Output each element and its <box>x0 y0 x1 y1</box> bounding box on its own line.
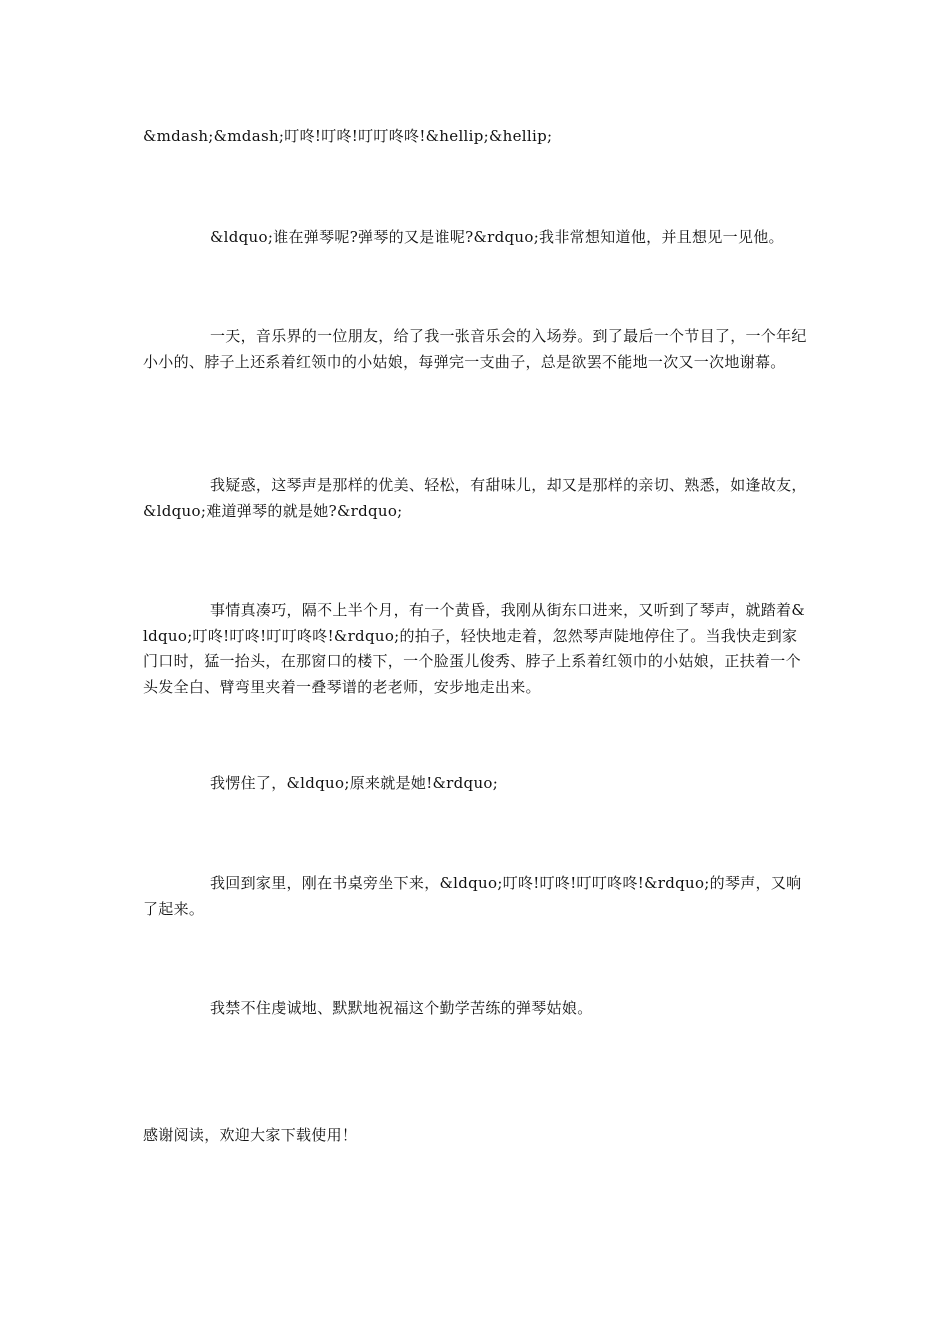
paragraph-blessing: 我禁不住虔诚地、默默地祝福这个勤学苦练的弹琴姑娘。 <box>210 999 593 1017</box>
paragraph-encounter: 事情真凑巧，隔不上半个月，有一个黄昏，我刚从街东口进来，又听到了琴声，就踏着&ldquo;叮咚!叮咚!叮叮咚咚!&rdquo;的拍子，轻快地走着，忽然琴声陡地停住了。当我快走到家门口时，猛一抬头，在那窗口的楼下，一个脸蛋儿俊秀、脖子上系着红领巾的小姑娘，正扶着一个头发全白、臂弯里夹着一叠琴谱的老老师，安步地走出来。 <box>143 601 806 696</box>
paragraph-return-home: 我回到家里，刚在书桌旁坐下来，&ldquo;叮咚!叮咚!叮叮咚咚!&rdquo;的琴声，又响了起来。 <box>143 874 802 918</box>
paragraph-doubt: 我疑惑，这琴声是那样的优美、轻松，有甜味儿，却又是那样的亲切、熟悉，如逢故友，&ldquo;难道弹琴的就是她?&rdquo; <box>143 476 807 520</box>
paragraph-who-plays: &ldquo;谁在弹琴呢?弹琴的又是谁呢?&rdquo;我非常想知道他，并且想见一见他。 <box>210 228 784 246</box>
paragraph-concert: 一天，音乐界的一位朋友，给了我一张音乐会的入场券。到了最后一个节目了，一个年纪小小的、脖子上还系着红领巾的小姑娘，每弹完一支曲子，总是欲罢不能地一次又一次地谢幕。 <box>143 327 807 371</box>
paragraph-realization: 我愣住了，&ldquo;原来就是她!&rdquo; <box>210 774 499 792</box>
closing-note: 感谢阅读，欢迎大家下载使用！ <box>143 1126 358 1144</box>
paragraph-sound-line: &mdash;&mdash;叮咚!叮咚!叮叮咚咚!&hellip;&hellip; <box>143 127 553 145</box>
